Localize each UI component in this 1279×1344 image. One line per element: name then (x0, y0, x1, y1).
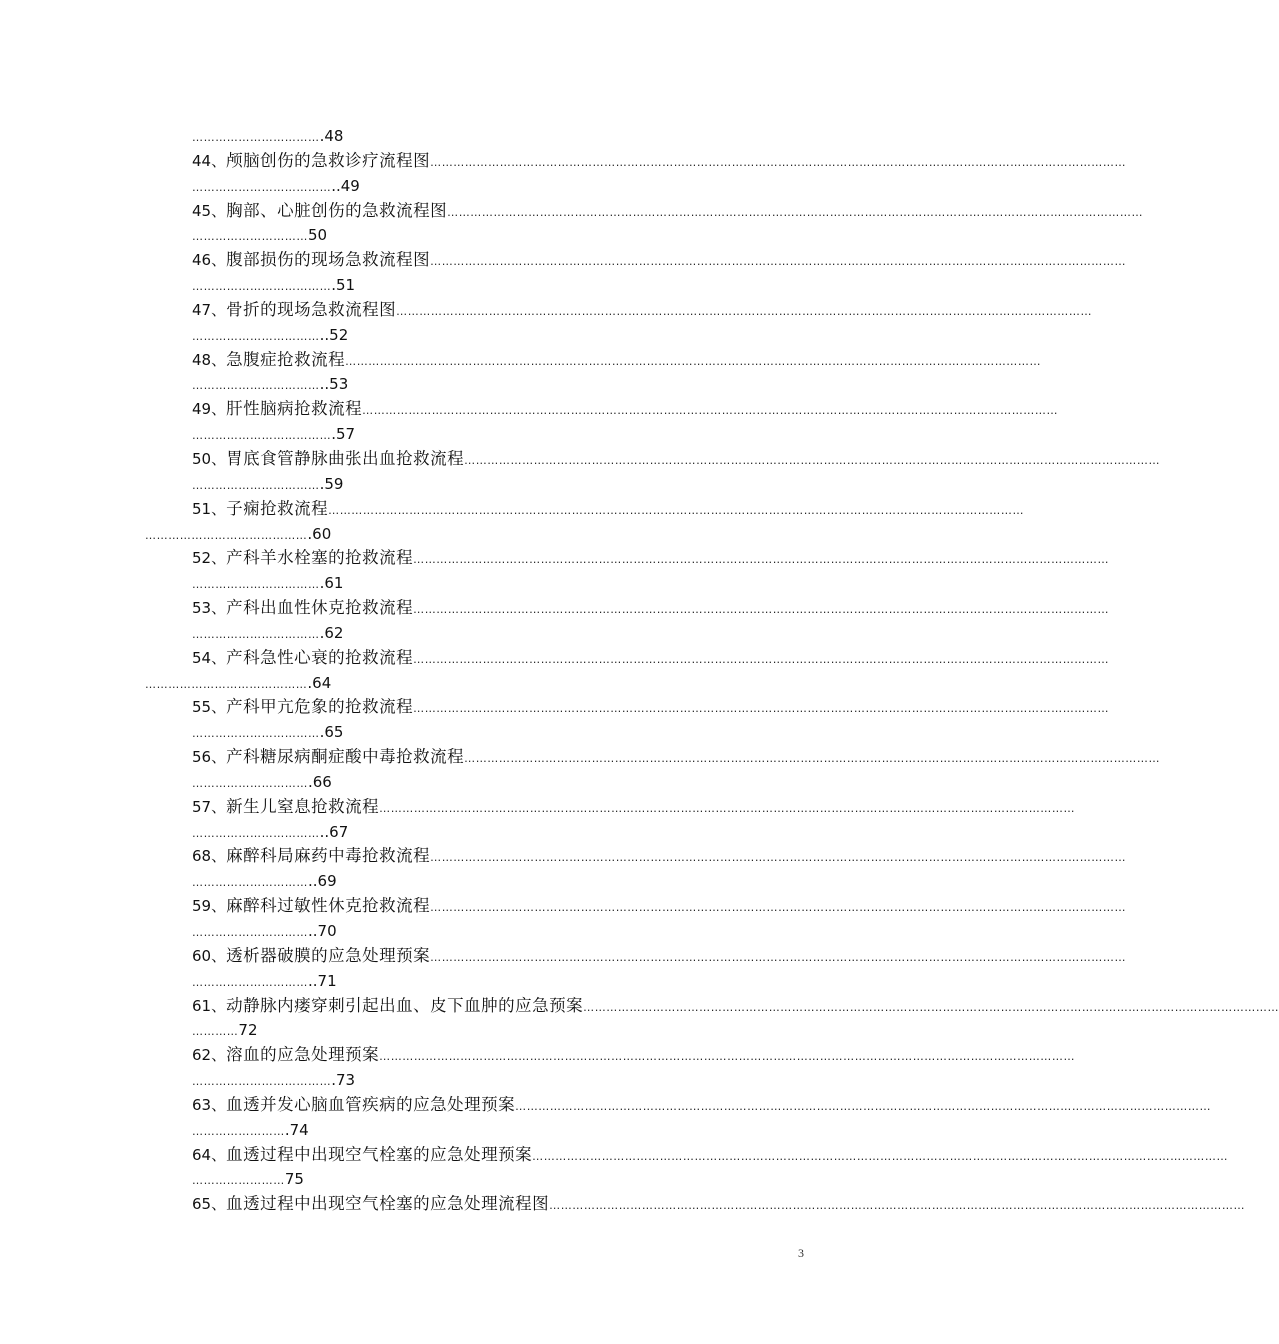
toc-entry-number: 49、 (192, 400, 227, 419)
toc-page-number: 72 (238, 1021, 258, 1040)
dot-leader: ……………………………………………………………………………………………………………………………………………………………… (583, 1000, 1279, 1014)
toc-entry-title: 胸部、心脏创伤的急救流程图 (226, 200, 448, 220)
toc-entry-title: 子痫抢救流程 (226, 498, 329, 518)
toc-continuation-line (145, 472, 807, 497)
toc-continuation-line (145, 671, 807, 696)
toc-entry[interactable] (145, 596, 1110, 621)
table-of-contents (145, 124, 1279, 1217)
toc-entry-number: 51、 (192, 499, 227, 518)
toc-continuation-line (145, 770, 807, 795)
toc-page-number: ..52 (319, 325, 349, 344)
dot-leader: ………………………… (192, 230, 308, 244)
toc-page-number: ..67 (319, 822, 349, 841)
dot-leader: …………………………… (192, 826, 320, 840)
toc-entry[interactable] (145, 1043, 1076, 1068)
toc-continuation-line (145, 969, 807, 994)
dot-leader: ………………………… (192, 926, 308, 939)
toc-page-number: .73 (331, 1071, 356, 1090)
toc-entry-number: 55、 (192, 698, 227, 717)
dot-leader: ……………………………………………………………………………………………………………………………………………………………… (379, 801, 1076, 815)
toc-continuation-line (145, 174, 807, 199)
dot-leader: ……………………………… (192, 280, 332, 294)
toc-page-number: .62 (319, 623, 344, 642)
dot-leader: …………………………… (192, 478, 320, 492)
dot-leader: ……………………………………………………………………………………………………………………………………………………………… (413, 553, 1110, 567)
toc-page-number: ..49 (331, 176, 360, 195)
dot-leader: ……………………………………………………………………………………………………………………………………………………………… (464, 752, 1161, 766)
toc-continuation-line (145, 919, 807, 944)
toc-entry-number: 47、 (192, 300, 227, 319)
toc-entry-number: 52、 (192, 549, 227, 568)
toc-entry[interactable] (145, 944, 1127, 969)
toc-entry-title: 血透过程中出现空气栓塞的应急处理流程图 (226, 1194, 550, 1214)
toc-entry[interactable] (145, 298, 1093, 323)
toc-entry[interactable] (145, 199, 1144, 224)
toc-continuation-line (145, 223, 807, 248)
dot-leader: ……………………………… (192, 429, 332, 443)
dot-leader: ……………………………………………………………………………………………………………………………………………………………… (379, 1050, 1076, 1064)
toc-entry-title: 肝性脑病抢救流程 (226, 399, 363, 419)
toc-continuation-line (145, 323, 807, 348)
dot-leader: ……………………………………………………………………………………………………………………………………………………………… (430, 155, 1127, 169)
toc-entry-number: 45、 (192, 201, 227, 220)
toc-continuation-line (145, 422, 807, 447)
toc-entry[interactable] (145, 149, 1127, 174)
toc-entry-number: 61、 (192, 996, 227, 1015)
toc-continuation-line (145, 820, 807, 845)
toc-continuation-line (145, 621, 807, 646)
toc-page-number: .51 (331, 276, 356, 295)
dot-leader: …………………………… (192, 627, 320, 641)
dot-leader: ……………………………………………………………………………………………………………………………………………………………… (532, 1149, 1229, 1163)
toc-entry[interactable] (145, 646, 1110, 671)
toc-entry-title: 产科糖尿病酮症酸中毒抢救流程 (226, 747, 465, 767)
dot-leader: ……………………………………………………………………………………………………………………………………………………………… (396, 304, 1093, 318)
dot-leader: ……………………………………………………………………………………………………………………………………………………………… (447, 205, 1144, 219)
dot-leader: ……………………………………………………………………………………………………………………………………………………………… (430, 950, 1127, 964)
toc-page-number: .66 (308, 772, 332, 791)
toc-continuation-line (145, 1068, 807, 1093)
toc-entry[interactable] (145, 1093, 1212, 1118)
toc-continuation-line (145, 1167, 807, 1192)
toc-entry-number: 48、 (192, 350, 227, 369)
toc-page-number: ..53 (319, 375, 349, 394)
toc-entry[interactable] (145, 397, 1059, 422)
dot-leader: ……………………………………………………………………………………………………………………………………………………………… (413, 652, 1110, 666)
toc-continuation-line (145, 720, 807, 745)
toc-page-number: 75 (284, 1170, 304, 1189)
dot-leader: ……………………………………………………………………………………………………………………………………………………………… (362, 404, 1059, 418)
toc-entry-title: 胃底食管静脉曲张出血抢救流程 (226, 448, 465, 468)
dot-leader: ……………………………………………………………………………………………………………………………………………………………… (430, 851, 1127, 865)
dot-leader: …………………… (192, 1124, 285, 1138)
toc-entry[interactable] (145, 546, 1110, 571)
toc-continuation-line (145, 273, 807, 298)
dot-leader: ……………………………………………………………………………………………………………………………………………………………… (464, 453, 1161, 467)
toc-entry[interactable] (145, 1192, 1246, 1217)
toc-entry-title: 产科羊水栓塞的抢救流程 (226, 548, 414, 568)
dot-leader: …………………………… (192, 329, 320, 343)
toc-entry-number: 56、 (192, 748, 227, 767)
toc-entry-number: 50、 (192, 449, 227, 468)
dot-leader: …………………………… (192, 578, 320, 592)
page-number: 3 (798, 1246, 804, 1260)
toc-entry-number: 46、 (192, 251, 227, 270)
toc-page-number: .74 (284, 1120, 309, 1139)
toc-page-number: .59 (319, 474, 344, 493)
toc-entry[interactable] (145, 745, 1161, 770)
toc-continuation-line (145, 372, 807, 397)
dot-leader: …………………………………… (145, 677, 308, 691)
toc-entry-number: 57、 (192, 797, 227, 816)
dot-leader: …………………… (192, 1174, 285, 1188)
toc-entry-title: 骨折的现场急救流程图 (226, 299, 397, 319)
toc-page-number: .48 (319, 127, 344, 145)
toc-entry-number: 62、 (192, 1046, 227, 1065)
toc-continuation-line (145, 522, 807, 547)
toc-entry-title: 透析器破膜的应急处理预案 (226, 945, 431, 965)
dot-leader: ………………………… (192, 776, 308, 790)
toc-entry[interactable] (145, 348, 1042, 373)
toc-page-number: .65 (319, 723, 344, 742)
toc-entry-title: 腹部损伤的现场急救流程图 (226, 250, 431, 270)
dot-leader: ……………………………………………………………………………………………………………………………………………………………… (549, 1199, 1246, 1213)
toc-page-number: .60 (307, 524, 332, 543)
toc-entry-title: 产科甲亢危象的抢救流程 (226, 697, 414, 717)
toc-entry-title: 麻醉科局麻药中毒抢救流程 (226, 846, 431, 866)
toc-entry[interactable] (145, 994, 1279, 1019)
toc-entry-number: 53、 (192, 599, 227, 618)
toc-page-number: .57 (331, 425, 356, 444)
dot-leader: ………………………… (192, 876, 308, 890)
toc-entry-number: 60、 (192, 946, 227, 965)
dot-leader: ……………………………………………………………………………………………………………………………………………………………… (430, 901, 1127, 915)
toc-page-number: ..71 (308, 971, 337, 990)
toc-page-number: 50 (308, 226, 328, 245)
toc-entry[interactable] (145, 1143, 1229, 1168)
toc-continuation-line (145, 1118, 807, 1143)
dot-leader: ……………………………… (192, 180, 332, 194)
toc-page-number: ..69 (308, 872, 337, 891)
toc-entry-title: 颅脑创伤的急救诊疗流程图 (226, 150, 431, 170)
dot-leader: ……………………………………………………………………………………………………………………………………………………………… (413, 702, 1110, 716)
toc-entry[interactable] (145, 248, 1127, 273)
toc-page-number: ..70 (308, 922, 337, 940)
toc-entry[interactable] (145, 497, 1025, 522)
toc-entry-number: 59、 (192, 897, 227, 916)
toc-entry-title: 血透并发心脑血管疾病的应急处理预案 (226, 1094, 516, 1114)
toc-entry-number: 44、 (192, 151, 227, 170)
dot-leader: …………………………… (192, 379, 320, 393)
toc-entry[interactable] (145, 695, 1110, 720)
dot-leader: ………… (192, 1025, 239, 1039)
toc-entry-title: 产科急性心衰的抢救流程 (226, 647, 414, 667)
toc-entry-title: 急腹症抢救流程 (226, 349, 346, 369)
toc-page-number: .61 (319, 574, 344, 593)
toc-entry-number: 54、 (192, 648, 227, 667)
toc-entry[interactable] (145, 447, 1161, 472)
toc-entry-number: 65、 (192, 1195, 227, 1214)
toc-entry-title: 溶血的应急处理预案 (226, 1045, 380, 1065)
toc-entry-title: 产科出血性休克抢救流程 (226, 598, 414, 618)
toc-entry-number: 64、 (192, 1145, 227, 1164)
toc-entry-number: 63、 (192, 1095, 227, 1114)
dot-leader: ……………………………………………………………………………………………………………………………………………………………… (430, 255, 1127, 269)
toc-continuation-line (145, 124, 807, 149)
toc-continuation-line (145, 869, 807, 894)
dot-leader: ………………………… (192, 975, 308, 989)
dot-leader: …………………………………… (145, 528, 308, 542)
dot-leader: …………………………… (192, 131, 320, 144)
toc-entry[interactable] (145, 844, 1127, 869)
toc-continuation-line (145, 571, 807, 596)
dot-leader: ……………………………………………………………………………………………………………………………………………………………… (515, 1099, 1212, 1113)
toc-page-number: .64 (307, 673, 332, 692)
toc-entry-title: 血透过程中出现空气栓塞的应急处理预案 (226, 1144, 533, 1164)
dot-leader: ……………………………………………………………………………………………………………………………………………………………… (345, 354, 1042, 368)
toc-entry-title: 新生儿窒息抢救流程 (226, 796, 380, 816)
dot-leader: ……………………………………………………………………………………………………………………………………………………………… (413, 603, 1110, 617)
toc-entry-title: 动静脉内瘘穿刺引起出血、皮下血肿的应急预案 (226, 995, 584, 1015)
toc-entry-number: 68、 (192, 847, 227, 866)
toc-entry[interactable] (145, 795, 1076, 820)
dot-leader: …………………………… (192, 727, 320, 741)
dot-leader: ……………………………………………………………………………………………………………………………………………………………… (328, 503, 1025, 517)
toc-continuation-line (145, 1018, 807, 1043)
dot-leader: ……………………………… (192, 1075, 332, 1089)
toc-entry-title: 麻醉科过敏性休克抢救流程 (226, 896, 431, 916)
toc-entry[interactable] (145, 894, 1127, 919)
